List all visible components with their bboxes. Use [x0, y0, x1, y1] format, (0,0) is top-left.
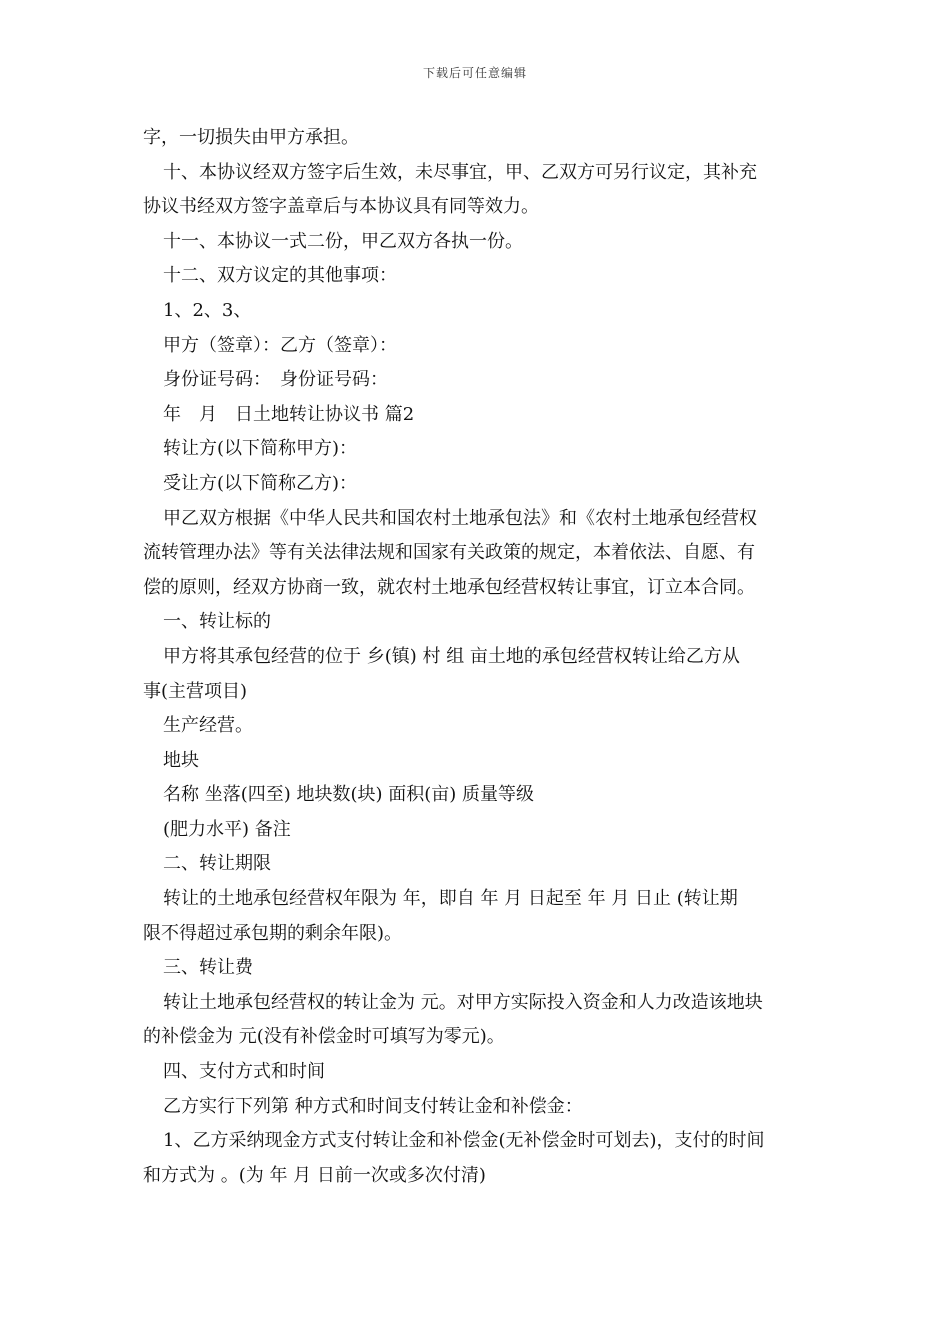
text-line: 偿的原则，经双方协商一致，就农村土地承包经营权转让事宜，订立本合同。: [143, 576, 755, 598]
page-header: 下载后可任意编辑: [422, 66, 527, 80]
text-line: 地块: [163, 749, 199, 771]
document-body: [143, 121, 808, 1193]
text-line: 甲方（签章）：乙方（签章）：: [163, 334, 397, 356]
text-line: 四、支付方式和时间: [163, 1061, 325, 1083]
text-line: 和方式为 。(为 年 月 日前一次或多次付清): [143, 1164, 486, 1186]
text-line: 十、本协议经双方签字后生效，未尽事宜，甲、乙双方可另行议定，其补充: [163, 161, 757, 183]
text-line: 甲方将其承包经营的位于 乡(镇) 村 组 亩土地的承包经营权转让给乙方从: [163, 645, 740, 667]
text-line: 转让方(以下简称甲方)：: [163, 438, 358, 460]
text-line: 受让方(以下简称乙方)：: [163, 472, 358, 494]
text-line: 流转管理办法》等有关法律法规和国家有关政策的规定，本着依法、自愿、有: [143, 542, 755, 564]
text-line: 二、转让期限: [163, 853, 271, 875]
text-line: 转让的土地承包经营权年限为 年，即自 年 月 日起至 年 月 日止 (转让期: [163, 888, 738, 910]
text-line: 身份证号码： 身份证号码：: [163, 369, 388, 391]
text-line: 三、转让费: [163, 957, 253, 979]
text-line: 1、乙方采纳现金方式支付转让金和补偿金(无补偿金时可划去)，支付的时间: [163, 1130, 765, 1152]
text-line: 1、2、3、: [163, 299, 252, 321]
text-line: 转让土地承包经营权的转让金为 元。对甲方实际投入资金和人力改造该地块: [163, 991, 763, 1013]
text-line: 生产经营。: [163, 715, 253, 737]
text-line: 一、转让标的: [163, 611, 271, 633]
text-line: 字，一切损失由甲方承担。: [143, 127, 359, 148]
text-line: 十一、本协议一式二份，甲乙双方各执一份。: [163, 230, 523, 252]
text-line: 甲乙双方根据《中华人民共和国农村土地承包法》和《农村土地承包经营权: [163, 507, 757, 529]
text-line: 乙方实行下列第 种方式和时间支付转让金和补偿金：: [163, 1095, 583, 1117]
text-line: 协议书经双方签字盖章后与本协议具有同等效力。: [143, 196, 539, 218]
text-line: 事(主营项目): [143, 680, 248, 702]
text-line: 年 月 日土地转让协议书 篇2: [163, 403, 415, 425]
text-line: 限不得超过承包期的剩余年限)。: [143, 922, 403, 944]
text-line: 十二、双方议定的其他事项：: [163, 265, 397, 287]
text-line: 的补偿金为 元(没有补偿金时可填写为零元)。: [143, 1026, 505, 1048]
text-line: 名称 坐落(四至) 地块数(块) 面积(亩) 质量等级: [163, 784, 535, 806]
text-line: (肥力水平) 备注: [163, 818, 291, 840]
